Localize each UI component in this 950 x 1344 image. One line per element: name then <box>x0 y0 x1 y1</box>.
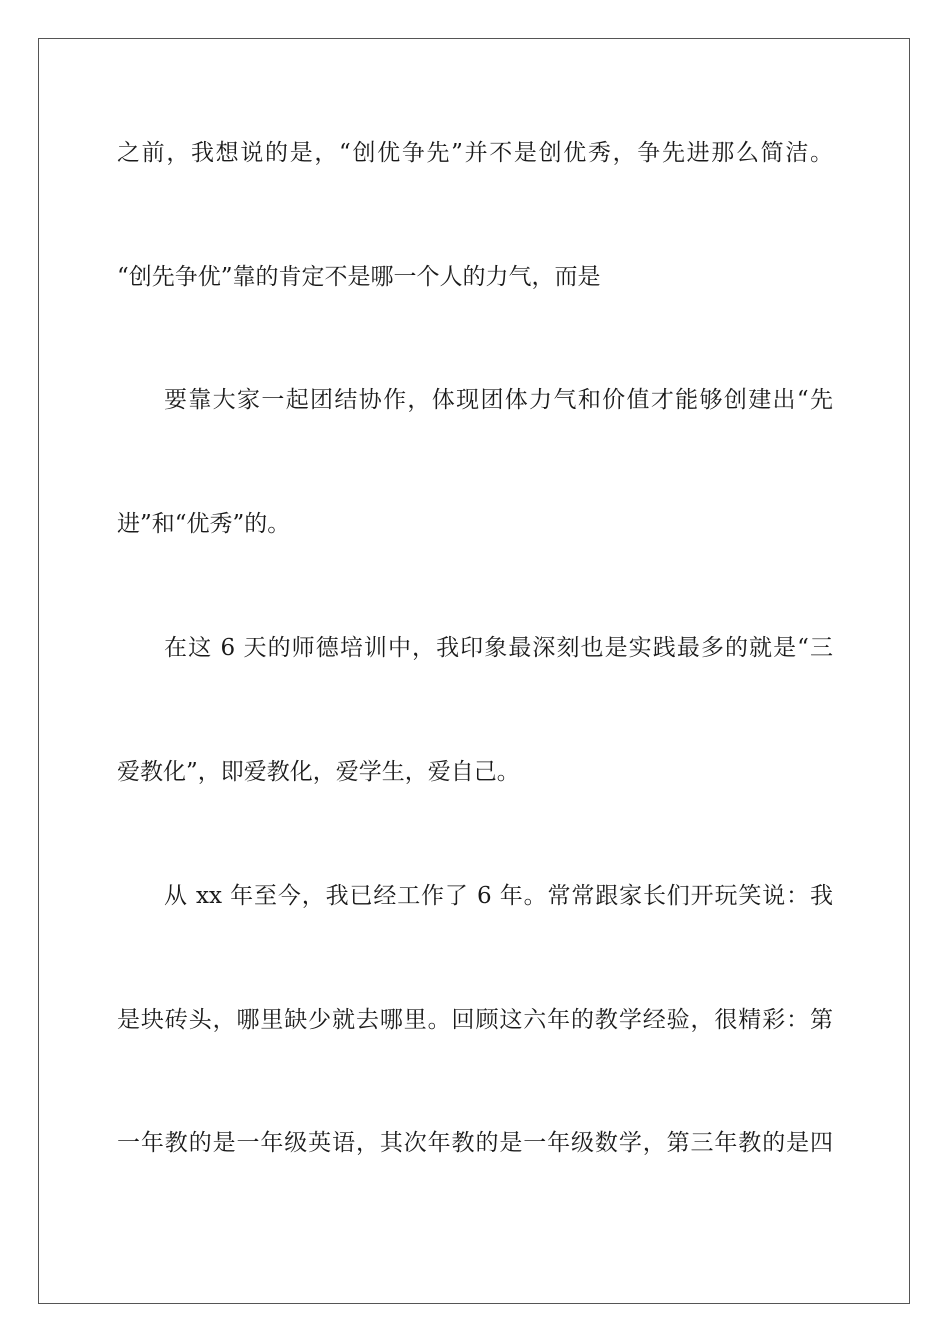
paragraph-line: 之前，我想说的是，“创优争先”并不是创优秀，争先进那么简洁。 <box>117 140 833 166</box>
paragraph-line: 一年教的是一年级英语，其次年教的是一年级数学，第三年教的是四 <box>117 1130 833 1156</box>
page-border <box>38 38 910 1304</box>
paragraph-line: 进”和“优秀”的。 <box>117 511 291 537</box>
paragraph-line: 爱教化”，即爱教化，爱学生，爱自己。 <box>117 759 520 785</box>
paragraph-line: 要靠大家一起团结协作，体现团体力气和价值才能够创建出“先 <box>164 387 833 413</box>
paragraph-line: 是块砖头，哪里缺少就去哪里。回顾这六年的教学经验，很精彩：第 <box>117 1007 833 1033</box>
paragraph-line: “创先争优”靠的肯定不是哪一个人的力气，而是 <box>117 264 601 290</box>
paragraph-line: 从 xx 年至今，我已经工作了 6 年。常常跟家长们开玩笑说：我 <box>164 883 833 909</box>
paragraph-line: 在这 6 天的师德培训中，我印象最深刻也是实践最多的就是“三 <box>164 635 833 661</box>
